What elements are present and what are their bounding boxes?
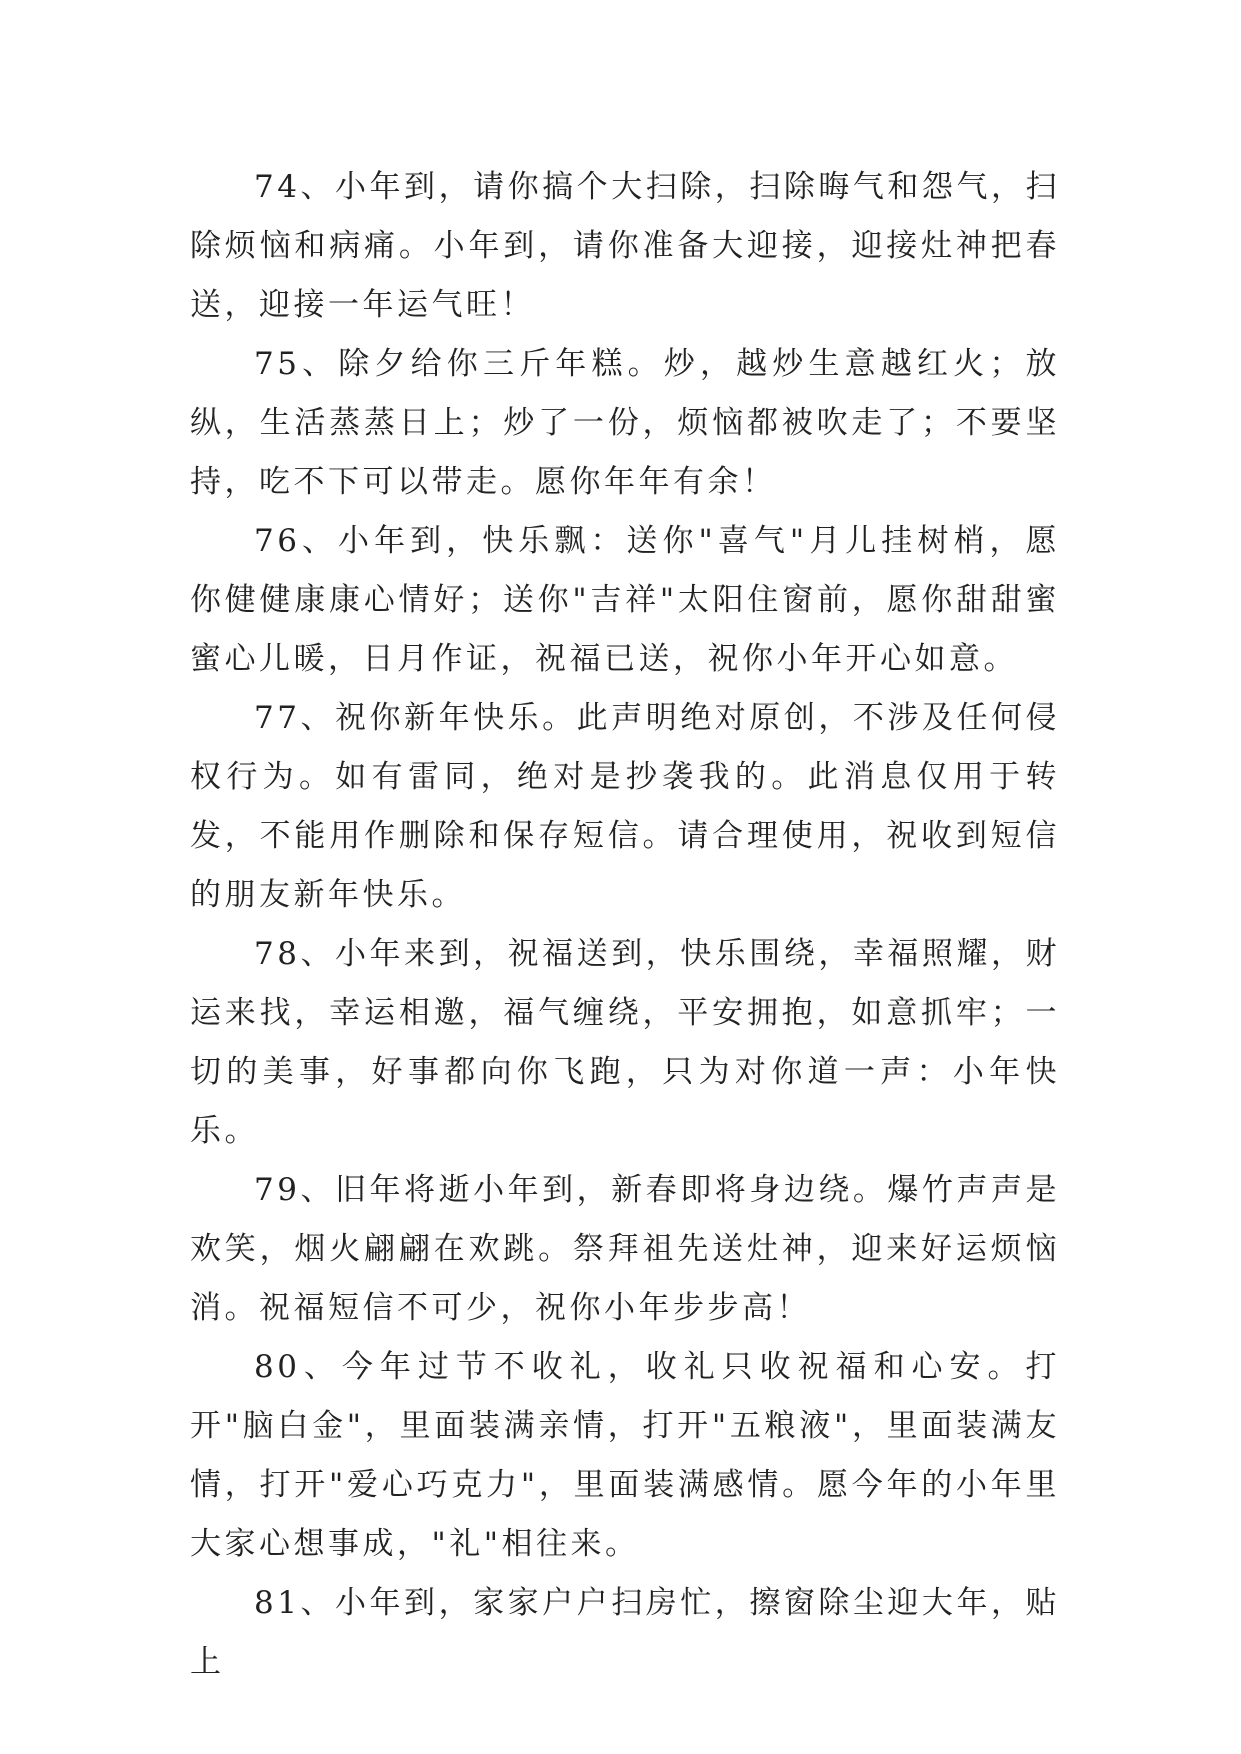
document-body [190, 158, 1060, 1692]
paragraph-74: 74、小年到，请你搞个大扫除，扫除晦气和怨气，扫除烦恼和病痛。小年到，请你准备大迎接，迎接灶神把春送，迎接一年运气旺！ [190, 169, 1060, 323]
paragraph-78: 78、小年来到，祝福送到，快乐围绕，幸福照耀，财运来找，幸运相邀，福气缠绕，平安拥抱，如意抓牢；一切的美事，好事都向你飞跑，只为对你道一声：小年快乐。 [190, 936, 1060, 1149]
paragraph-75: 75、除夕给你三斤年糕。炒，越炒生意越红火；放纵，生活蒸蒸日上；炒了一份，烦恼都被吹走了；不要坚持，吃不下可以带走。愿你年年有余！ [190, 346, 1060, 500]
paragraph-80: 80、今年过节不收礼，收礼只收祝福和心安。打开"脑白金"，里面装满亲情，打开"五粮液"，里面装满友情，打开"爱心巧克力"，里面装满感情。愿今年的小年里大家心想事成，"礼"相往来。 [190, 1349, 1060, 1562]
paragraph-76: 76、小年到，快乐飘：送你"喜气"月儿挂树梢，愿你健健康康心情好；送你"吉祥"太阳住窗前，愿你甜甜蜜蜜心儿暖，日月作证，祝福已送，祝你小年开心如意。 [190, 523, 1060, 677]
paragraph-77: 77、祝你新年快乐。此声明绝对原创，不涉及任何侵权行为。如有雷同，绝对是抄袭我的。此消息仅用于转发，不能用作删除和保存短信。请合理使用，祝收到短信的朋友新年快乐。 [190, 700, 1060, 913]
paragraph-79: 79、旧年将逝小年到，新春即将身边绕。爆竹声声是欢笑，烟火翩翩在欢跳。祭拜祖先送灶神，迎来好运烦恼消。祝福短信不可少，祝你小年步步高！ [190, 1172, 1060, 1326]
paragraph-81: 81、小年到，家家户户扫房忙，擦窗除尘迎大年，贴上 [190, 1585, 1060, 1680]
